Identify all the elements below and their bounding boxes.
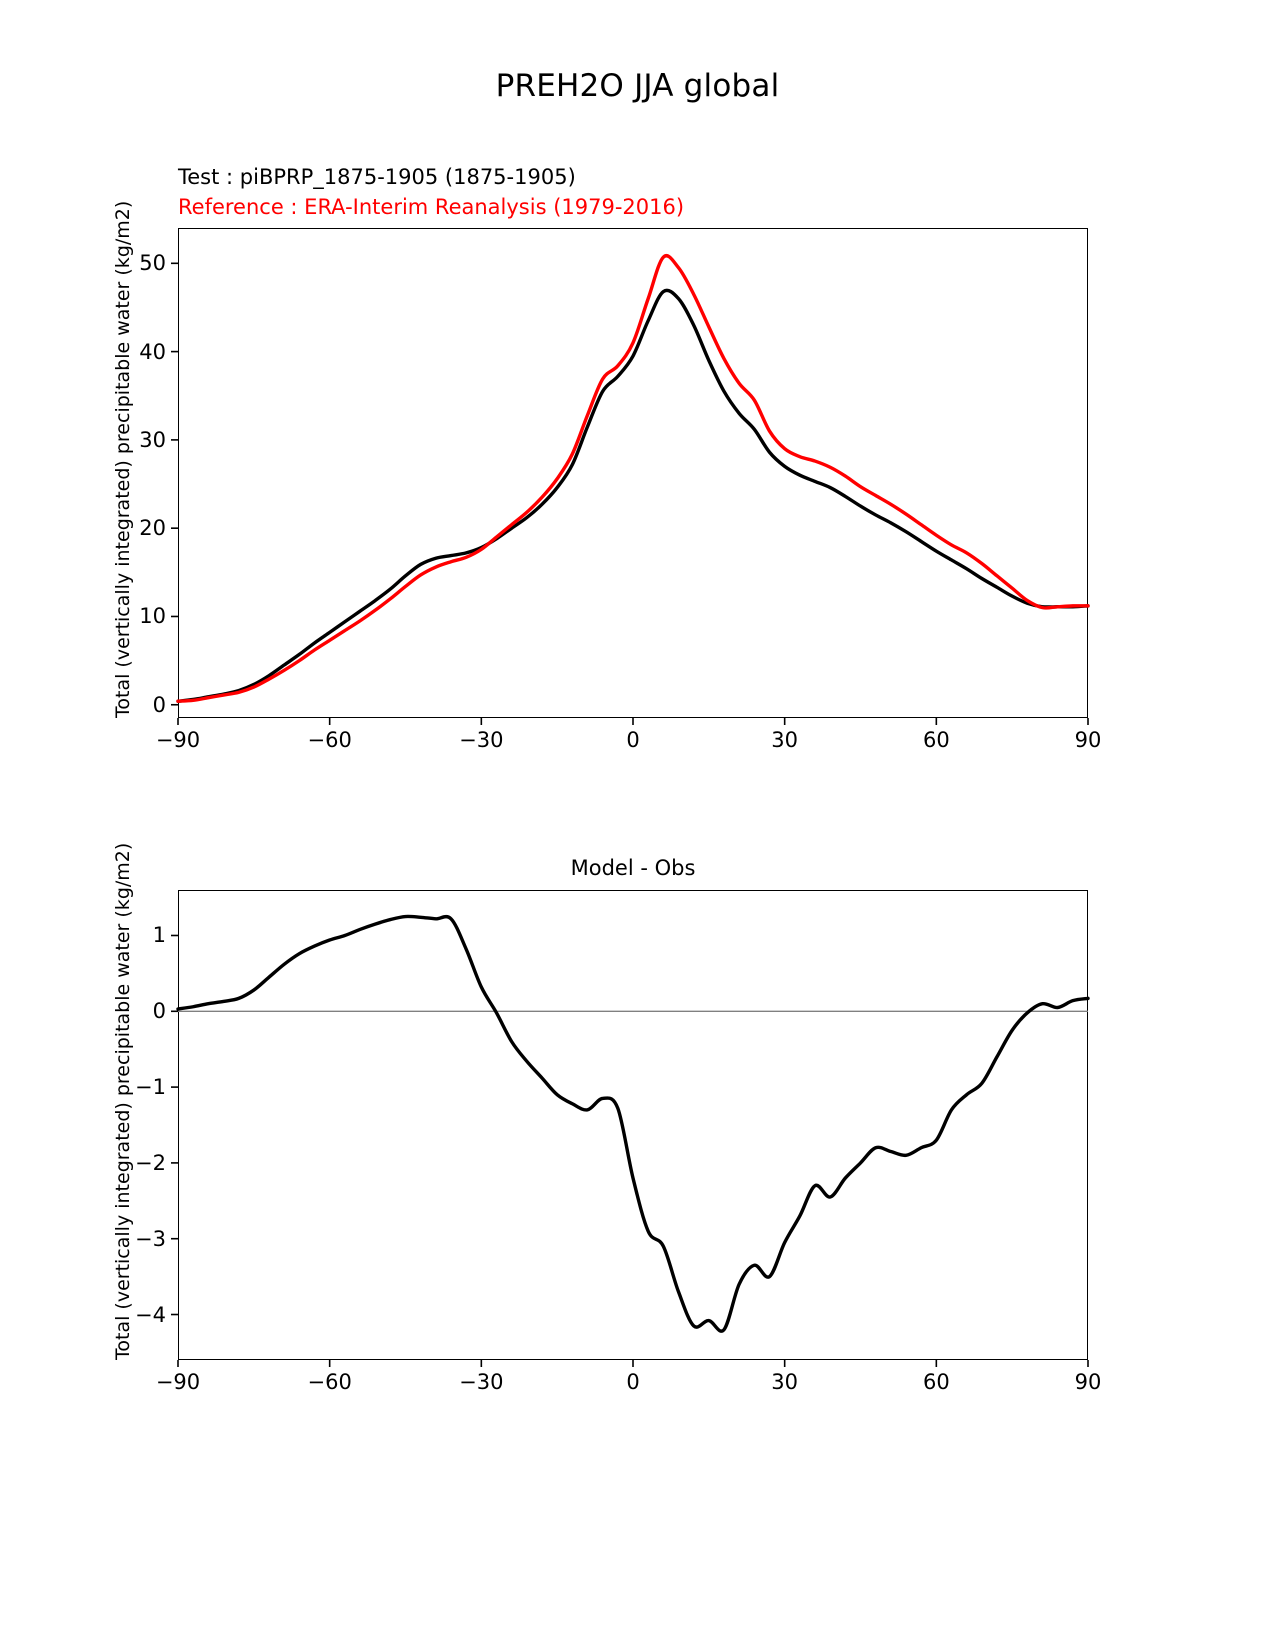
y-tick-label: −1 bbox=[135, 1075, 166, 1100]
legend-entry-test: Test : piBPRP_1875-1905 (1875-1905) bbox=[178, 165, 576, 189]
x-tick-label: 0 bbox=[626, 728, 640, 752]
data-series-line bbox=[178, 256, 1088, 702]
chart-legend bbox=[178, 162, 684, 222]
x-tick-label: 90 bbox=[1074, 1370, 1102, 1394]
x-tick-label: −30 bbox=[459, 1370, 504, 1394]
x-tick-label: −60 bbox=[307, 728, 352, 752]
bottom-plot-area bbox=[178, 890, 1088, 1360]
y-tick-label: 0 bbox=[152, 692, 166, 717]
y-tick-label: −3 bbox=[135, 1226, 166, 1251]
y-tick-label: 40 bbox=[139, 339, 166, 364]
y-tick-label: 20 bbox=[139, 516, 166, 541]
x-tick-label: 30 bbox=[771, 1370, 799, 1394]
y-tick-label: 1 bbox=[152, 923, 166, 948]
x-tick-label: 0 bbox=[626, 1370, 640, 1394]
x-tick-label: 60 bbox=[922, 728, 950, 752]
y-tick-label: −2 bbox=[135, 1150, 166, 1175]
x-tick-label: −30 bbox=[459, 728, 504, 752]
x-tick-label: 60 bbox=[922, 1370, 950, 1394]
y-tick-label: 10 bbox=[139, 604, 166, 629]
x-tick-label: −90 bbox=[155, 1370, 201, 1394]
data-series-line bbox=[178, 916, 1088, 1331]
bottom-chart-panel bbox=[112, 842, 1102, 1394]
y-tick-label: 50 bbox=[139, 251, 166, 276]
y-tick-label: −4 bbox=[135, 1302, 166, 1327]
legend-entry-reference: Reference : ERA-Interim Reanalysis (1979-2016) bbox=[178, 195, 685, 219]
top-plot-area bbox=[178, 228, 1088, 718]
x-tick-label: −60 bbox=[307, 1370, 352, 1394]
y-tick-label: 30 bbox=[139, 427, 166, 452]
top-y-axis-label: Total (vertically integrated) precipitable water (kg/m2) bbox=[112, 200, 134, 718]
data-series-line bbox=[178, 290, 1088, 701]
bottom-chart-title: Model - Obs bbox=[570, 856, 696, 880]
top-chart-panel bbox=[112, 165, 1102, 752]
x-tick-label: 90 bbox=[1074, 728, 1102, 752]
x-tick-label: 30 bbox=[771, 728, 799, 752]
y-tick-label: 0 bbox=[152, 999, 166, 1024]
x-tick-label: −90 bbox=[155, 728, 201, 752]
bottom-y-axis-label: Total (vertically integrated) precipitable water (kg/m2) bbox=[112, 842, 134, 1360]
figure-title: PREH2O JJA global bbox=[495, 68, 780, 104]
